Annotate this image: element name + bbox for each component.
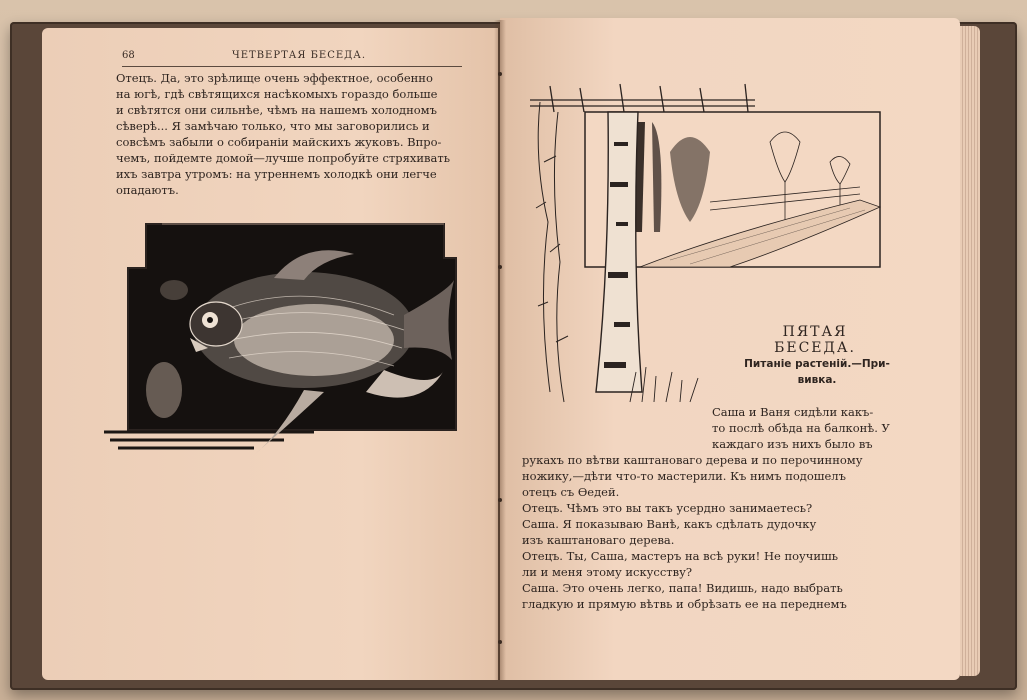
subtitle-line: вивка. [797,374,837,386]
binding-stitch [498,265,502,269]
text-line: изъ каштановаго дерева. [522,533,675,547]
text-line: совсѣмъ забыли о собираніи майскихъ жуковъ. Впро- [116,135,442,149]
text-line: каждаго изъ нихъ было въ [712,437,873,451]
text-line: Саша и Ваня сидѣли какъ- [712,405,874,419]
chapter-subtitle [722,356,912,388]
running-title: ЧЕТВЕРТАЯ БЕСЕДА. [232,50,367,61]
binding-stitch [498,498,502,502]
binding-stitch [498,640,502,644]
book-gutter [494,20,506,680]
right-page-text-lower [522,452,922,612]
text-line: ихъ завтра утромъ: на утреннемъ холодкѣ они легче [116,167,437,181]
page-number: 68 [122,50,135,61]
text-line: Саша. Я показываю Ванѣ, какъ сдѣлать дудочку [522,517,817,531]
text-line: на югѣ, гдѣ свѣтящихся насѣкомыхъ гораздо больше [116,87,438,101]
text-line: ли и меня этому искусству? [522,565,693,579]
page-header [122,48,462,67]
text-line: рукахъ по вѣтви каштановаго дерева и по перочинному [522,453,863,467]
chapter-title: ПЯТАЯ БЕСЕДА. [774,324,856,356]
text-line: чемъ, пойдемте домой—лучше попробуйте стряхивать [116,151,450,165]
text-line: Отецъ. Ты, Саша, мастеръ на всѣ руки! Не поучишь [522,549,839,563]
text-line: Саша. Это очень легко, папа! Видишь, надо выбрать [522,581,843,595]
text-line: Отецъ. Чѣмъ это вы такъ усердно занимаетесь? [522,501,813,515]
text-line: отецъ съ Ѳедей. [522,485,620,499]
text-line: то послѣ обѣда на балконѣ. У [712,421,890,435]
text-line: гладкую и прямую вѣтвь и обрѣзать ее на переднемъ [522,597,847,611]
text-line: сѣверѣ... Я замѣчаю только, что мы заговорились и [116,119,430,133]
text-line: и свѣтятся они сильнѣе, чѣмъ на нашемъ холодномъ [116,103,437,117]
page-edges [960,26,980,676]
subtitle-line: Питаніе растеній.—При- [744,358,890,370]
text-line: ножику,—дѣти что-то мастерили. Къ нимъ подошелъ [522,469,846,483]
text-line: опадаютъ. [116,183,179,197]
fish-illustration [104,220,464,460]
right-page-text-upper [712,404,922,452]
text-line: Отецъ. Да, это зрѣлище очень эффектное, особенно [116,71,433,85]
left-page-text [116,70,466,198]
binding-stitch [498,72,502,76]
